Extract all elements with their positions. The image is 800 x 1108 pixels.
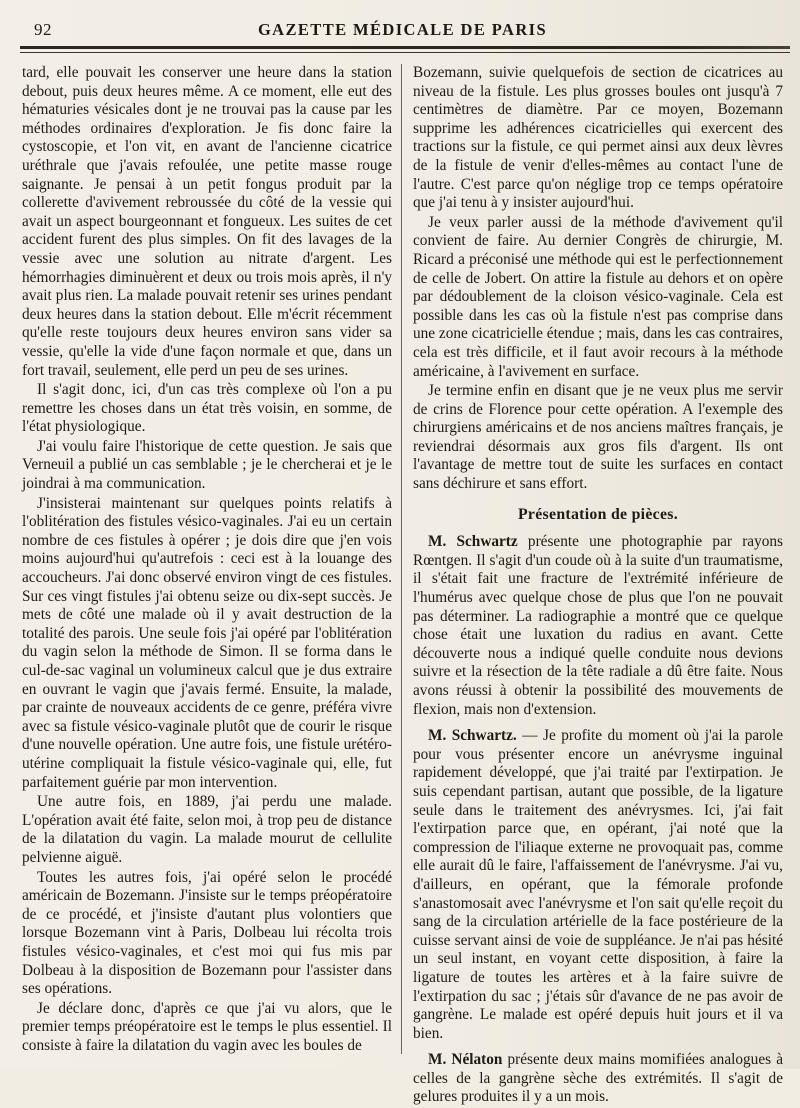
paragraph: Je termine enfin en disant que je ne veux plus me servir de crins de Florence pour cette opération. A l'exemple des chirurgiens américains et de nos anciens maîtres français, je reviendrai désormais aux gros fils d'argent. Ils ont l'avantage de mettre tout de suite les surfaces en contact sans déchirure et sans effort. [413,382,783,493]
paragraph: Je déclare donc, d'après ce que j'ai vu alors, que le premier temps préopératoire est le temps le plus essentiel. Il consiste à faire la dilatation du vagin avec les boules de [22,999,392,1054]
speaker-paragraph [413,533,783,719]
speaker-name: M. Nélaton [428,1051,503,1069]
column-divider [401,64,402,1054]
paragraph: Bozemann, suivie quelquefois de section de cicatrices au niveau de la fistule. Les plus grosses boules ont jusqu'à 7 centimètres de diamètre. Par ce moyen, Bozemann supprime les adhérences cicatricielles qui exercent des tractions sur la fistule, ce qui permet ainsi aux deux lèvres de la fistule de venir d'elles-mêmes au contact l'une de l'autre. C'est parce qu'on néglige trop ce temps opératoire que j'ai tenu à y insister aujourd'hui. [413,64,783,212]
paragraph: J'ai voulu faire l'historique de cette question. Je sais que Verneuil a publié un cas semblable ; je le chercherai et je le joindrai à ma communication. [22,437,392,493]
speaker-paragraph [413,1051,783,1107]
paragraph: Il s'agit donc, ici, d'un cas très complexe où l'on a pu remettre les choses dans un état très voisin, en somme, de l'état physiologique. [22,381,392,436]
speaker-text: — Je profite du moment où j'ai la parole pour vous présenter encore un anévrysme inguinal rapidement développé, que j'ai traité par l'extirpation. Je suis cependant partisan, autant que possible, de la ligature seule dans le traitement des anévrysmes. Ici, j'ai fait l'extirpation parce que, en opérant, j'ai noté que la compression de l'iliaque externe ne provoquait pas, comme elle aurait dû le faire, l'affaissement de l'anévrysme. J'ai vu, d'ailleurs, en opérant, que la fémorale profonde s'anastomosait avec l'anévrysme et l'on sait qu'elle reçoit du sang de la circulation artérielle de la face postérieure de la cuisse servant ainsi de voie de suppléance. Je n'ai pas hésité un seul instant, en voyant cette disposition, à faire la ligature de toutes les artères et à la faire suivre de l'extirpation du sac ; j'étais sûr d'avance de ne pas avoir de gangrène. Le malade est opéré depuis huit jours et il va bien. [413,727,783,1042]
speaker-name: M. Schwartz [428,533,518,551]
right-column [413,64,783,1108]
journal-title: GAZETTE MÉDICALE DE PARIS [257,20,548,39]
paragraph: Une autre fois, en 1889, j'ai perdu une malade. L'opération avait été faite, selon moi, à trop peu de distance de la dilatation du vagin. La malade mourut de cellulite pelvienne aiguë. [22,793,392,866]
speaker-text: présente une photographie par rayons Rœntgen. Il s'agit d'un coude où à la suite d'un traumatisme, il s'était fait une fracture de l'extrémité inférieure de l'humérus avec quelque chose de plus que l'on ne pouvait pas déterminer. La radiographie a montré que ce quelque chose était une luxation du radius en avant. Cette découverte nous a indiqué quelle conduite nous devions suivre et la résection de la tête radiale a dû être faite. Nous avons réussi à obtenir la possibilité des mouvements de flexion, mais non d'extension. [413,533,783,718]
page-number: 92 [34,20,52,39]
paragraph: Toutes les autres fois, j'ai opéré selon le procédé américain de Bozemann. J'insiste sur le temps préopératoire de ce procédé, et j'insiste d'autant plus volontiers que lorsque Bozemann vint à Paris, Dolbeau lui récolta trois fistules vésico-vaginales, et c'est moi qui fus mis par Dolbeau à la disposition de Bozemann pour l'assister dans ses opérations. [22,868,392,998]
paragraph: J'insisterai maintenant sur quelques points relatifs à l'oblitération des fistules vésico-vaginales. J'ai eu un certain nombre de ces fistules à opérer ; je dois dire que j'en vois moins aujourd'hui qu'autrefois : ceci est à la louange des accoucheurs. J'ai donc observé environ vingt de ces fistules. Sur ces vingt fistules j'ai obtenu seize ou dix-sept succès. Je mets de côté une malade où il y avait destruction de la totalité des parois. Une seule fois j'ai opéré par l'oblitération du vagin selon la méthode de Simon. Il se forma dans le cul-de-sac vaginal un volumineux calcul que je dus extraire en ouvrant le vagin que j'avais fermé. Ensuite, la malade, par crainte de nouveaux accidents de ce genre, préféra vivre avec sa fistule vésico-vaginale plutôt que de courir le risque d'une nouvelle opération. Une autre fois, une fistule urétéro-utérine compliquait la fistule vésico-vaginale qui, elle, fut parfaitement guérie par mon intervention. [22,494,392,791]
speaker-name: M. Schwartz. [428,727,517,745]
section-title: Présentation de pièces. [517,505,678,523]
paragraph: tard, elle pouvait les conserver une heure dans la station debout, puis deux heures même. A ce moment, elle eut des hématuries vésicales dont je ne trouvai pas la cause par les méthodes ordinaires d'exploration. Je fis donc faire la cystoscopie, et l'on vit, en avant de l'ancienne cicatrice uréthrale que j'avais refoulée, une petite masse rouge saignante. Je pensai à un petit fongus produit par la collerette d'avivement rebroussée du côté de la vessie qui avait un aspect bourgeonnant et fongueux. Les suites de cet accident furent des plus simples. On fit des lavages de la vessie avec une solution au nitrate d'argent. Les hémorrhagies diminuèrent et deux ou trois mois après, il n'y avait plus rien. La malade pouvait retenir ses urines pendant deux heures dans la station debout. Elle m'écrit récemment qu'elle reste toujours deux heures environ sans vider sa vessie, qu'elle la vide d'une façon normale et que, dans un fort travail, seulement, elle perd un peu de ses urines. [22,64,392,379]
header-rule-thin [20,52,790,53]
left-column [22,64,392,1056]
speaker-text: présente deux mains momifiées analogues à celles de la gangrène sèche des extrémités. Il s'agit de gelures produites il y a un mois. [413,1051,783,1106]
paragraph: Je veux parler aussi de la méthode d'avivement qu'il convient de faire. Au dernier Congrès de chirurgie, M. Ricard a préconisé une méthode qui est le perfectionnement de celle de Jobert. On attire la fistule au dehors et on opère par dédoublement de la cloison vésico-vaginale. Cela est possible dans les cas où la fistule n'est pas comprise dans une zone cicatricielle étendue ; mais, dans les cas contraires, cela est très difficile, et il faut avoir recours à la méthode américaine, à l'avivement en surface. [413,213,783,380]
header-rule [20,46,790,49]
speaker-paragraph [413,727,783,1043]
